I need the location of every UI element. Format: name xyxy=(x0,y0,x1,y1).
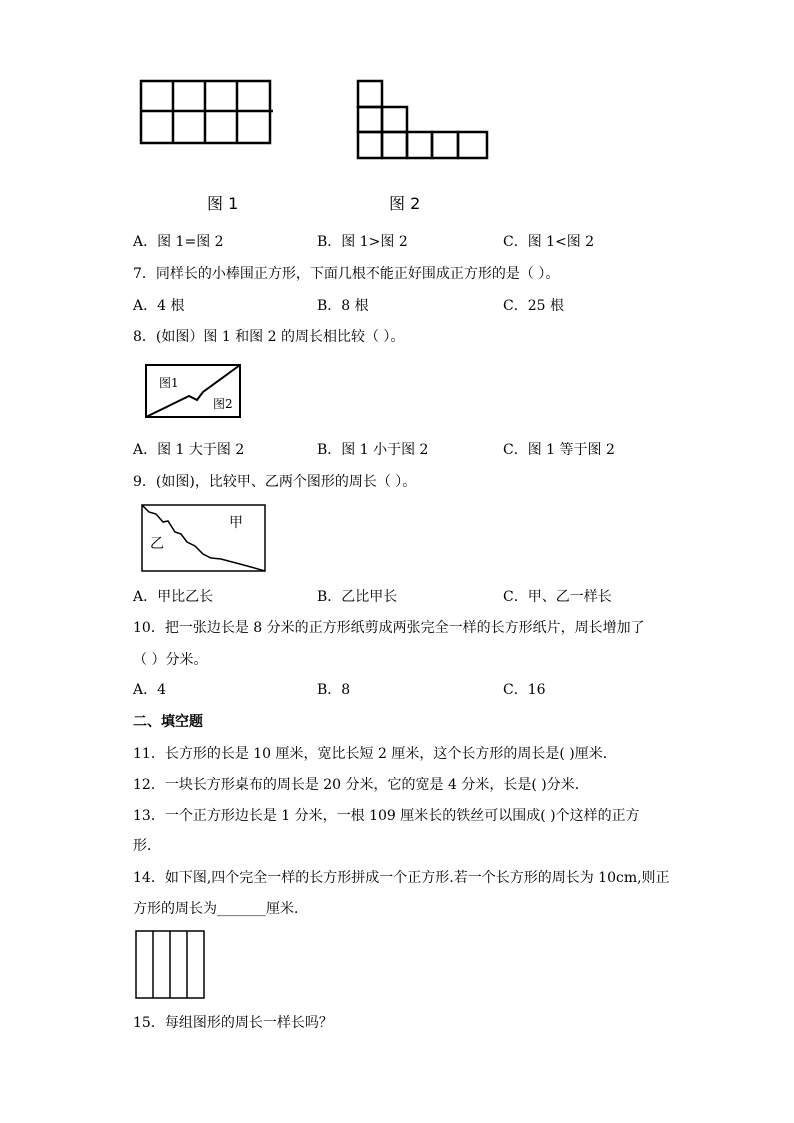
q10-option-a: A．4 xyxy=(133,682,167,698)
q10-text-line2: （ ）分米。 xyxy=(133,652,208,668)
q15-text: 15．每组图形的周长一样长吗？ xyxy=(133,1015,333,1031)
q7-option-b: B．8 根 xyxy=(317,298,369,314)
q9-option-a: A．甲比乙长 xyxy=(133,589,214,605)
figure-1-grid xyxy=(138,78,278,148)
figure-2-staircase xyxy=(355,78,495,162)
section-2-title: 二、填空题 xyxy=(133,714,203,730)
q10-option-c: C．16 xyxy=(503,682,546,698)
q9-figure-label-jia: 甲 xyxy=(229,515,243,531)
q14-text-line2: 方形的周长为_______厘米． xyxy=(133,901,308,917)
q8-text: 8．(如图）图 1 和图 2 的周长相比较（ ）。 xyxy=(133,329,405,345)
q8-option-b: B．图 1 小于图 2 xyxy=(317,442,429,458)
q7-option-c: C．25 根 xyxy=(503,298,564,314)
figure-1-caption: 图 1 xyxy=(207,194,239,213)
q14-figure xyxy=(135,930,207,1002)
q6-option-c: C．图 1<图 2 xyxy=(503,234,595,250)
figure-2-caption: 图 2 xyxy=(389,194,421,213)
q10-text-line1: 10．把一张边长是 8 分米的正方形纸剪成两张完全一样的长方形纸片，周长增加了 xyxy=(133,620,645,636)
q6-option-a: A．图 1=图 2 xyxy=(133,234,224,250)
q9-text: 9．(如图)，比较甲、乙两个图形的周长（ ）。 xyxy=(133,474,417,490)
q13-text-line1: 13．一个正方形边长是 1 分米，一根 109 厘米长的铁丝可以围成( )个这样的正方 xyxy=(133,808,640,824)
q8-option-c: C．图 1 等于图 2 xyxy=(503,442,615,458)
q8-figure-label-1: 图1 xyxy=(159,376,179,390)
q9-figure-label-yi: 乙 xyxy=(150,536,164,552)
q9-option-b: B．乙比甲长 xyxy=(317,589,398,605)
q7-text: 7．同样长的小棒围正方形，下面几根不能正好围成正方形的是（ ）。 xyxy=(133,266,560,282)
q10-option-b: B．8 xyxy=(317,682,351,698)
q14-text-line1: 14．如下图,四个完全一样的长方形拼成一个正方形.若一个长方形的周长为 10cm,则正 xyxy=(133,870,670,886)
q9-option-c: C．甲、乙一样长 xyxy=(503,589,612,605)
q8-option-a: A．图 1 大于图 2 xyxy=(133,442,245,458)
q6-option-b: B．图 1>图 2 xyxy=(317,234,408,250)
q8-figure-label-2: 图2 xyxy=(213,397,233,411)
q7-option-a: A．4 根 xyxy=(133,298,185,314)
q13-text-line2: 形． xyxy=(133,838,161,854)
q11-text: 11．长方形的长是 10 厘米，宽比长短 2 厘米，这个长方形的周长是( )厘米． xyxy=(133,746,617,762)
q12-text: 12．一块长方形桌布的周长是 20 分米，它的宽是 4 分米，长是( )分米． xyxy=(133,777,589,793)
